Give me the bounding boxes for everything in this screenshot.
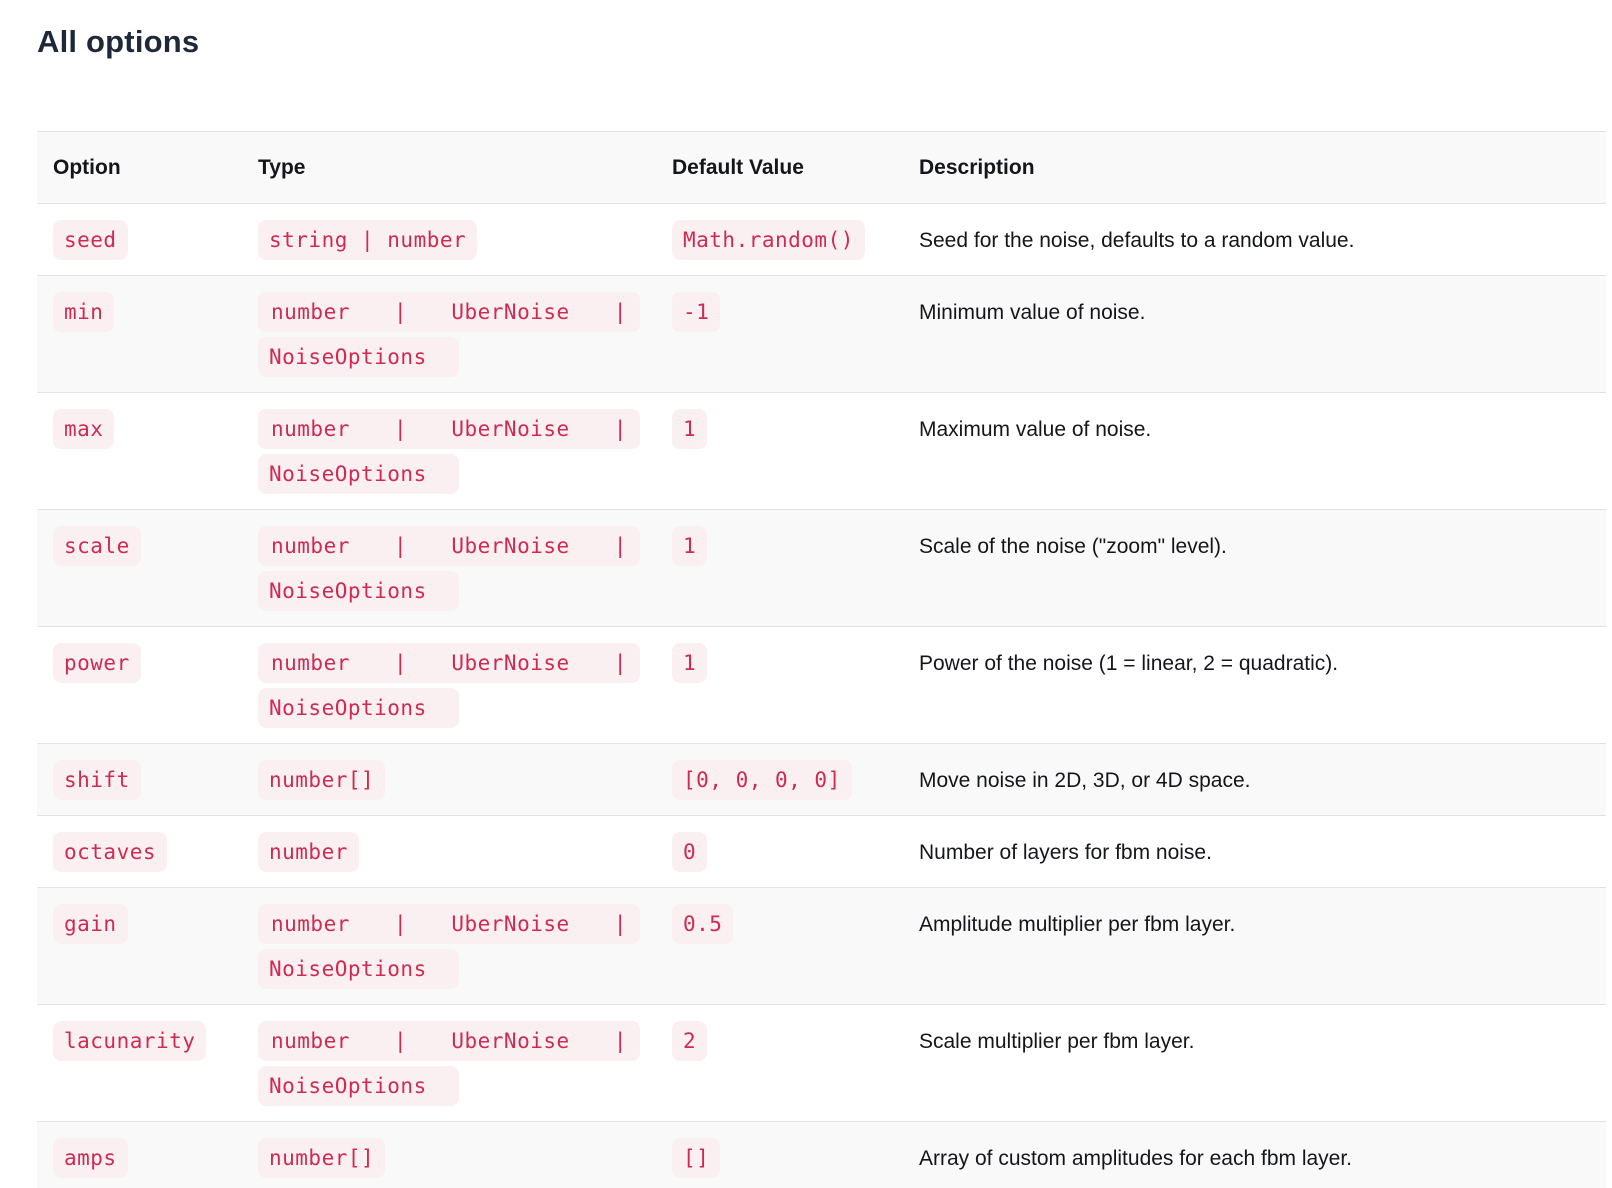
option-cell xyxy=(37,204,242,276)
type-token: UberNoise xyxy=(451,534,570,558)
type-token: number xyxy=(271,417,350,441)
default-value-cell xyxy=(656,816,903,888)
table-row xyxy=(37,744,1606,816)
option-name-code: octaves xyxy=(53,832,167,872)
description-cell: Amplitude multiplier per fbm layer. xyxy=(903,888,1606,1005)
type-cell xyxy=(242,1005,656,1122)
type-token: UberNoise xyxy=(451,417,570,441)
type-code xyxy=(258,643,640,683)
type-token: | xyxy=(613,651,627,675)
default-value-cell xyxy=(656,393,903,510)
type-cell xyxy=(242,1122,656,1188)
default-value-cell xyxy=(656,627,903,744)
type-token: UberNoise xyxy=(451,651,570,675)
type-token: | xyxy=(613,912,627,936)
description-cell: Minimum value of noise. xyxy=(903,276,1606,393)
table-row xyxy=(37,627,1606,744)
type-cell xyxy=(242,204,656,276)
type-code: number[] xyxy=(258,760,385,800)
type-token: number xyxy=(271,1029,350,1053)
option-cell xyxy=(37,888,242,1005)
option-name-code: gain xyxy=(53,904,128,944)
description-cell: Seed for the noise, defaults to a random value. xyxy=(903,204,1606,276)
description-cell: Maximum value of noise. xyxy=(903,393,1606,510)
type-token: UberNoise xyxy=(451,912,570,936)
type-cell xyxy=(242,744,656,816)
type-cell xyxy=(242,276,656,393)
type-code-line xyxy=(258,1138,640,1178)
type-code-line xyxy=(258,409,640,449)
type-cell xyxy=(242,816,656,888)
description-cell: Array of custom amplitudes for each fbm layer. xyxy=(903,1122,1606,1188)
option-name-code: lacunarity xyxy=(53,1021,206,1061)
default-value-code: [] xyxy=(672,1138,720,1178)
type-code: number xyxy=(258,832,359,872)
option-name-code: min xyxy=(53,292,114,332)
type-code-line xyxy=(258,220,640,260)
default-value-cell xyxy=(656,204,903,276)
column-header-default-value: Default Value xyxy=(656,132,903,204)
default-value-code: 1 xyxy=(672,643,707,683)
table-row xyxy=(37,1005,1606,1122)
column-header-description: Description xyxy=(903,132,1606,204)
table-row xyxy=(37,393,1606,510)
type-code-line xyxy=(258,760,640,800)
type-token: | xyxy=(394,651,408,675)
type-code: NoiseOptions xyxy=(258,1066,459,1106)
default-value-cell xyxy=(656,888,903,1005)
type-code-line xyxy=(258,1021,640,1061)
option-cell xyxy=(37,1005,242,1122)
type-token: UberNoise xyxy=(451,1029,570,1053)
options-table-body xyxy=(37,204,1606,1188)
option-name-code: shift xyxy=(53,760,141,800)
default-value-code: [0, 0, 0, 0] xyxy=(672,760,852,800)
default-value-cell xyxy=(656,1122,903,1188)
page-title: All options xyxy=(37,24,200,59)
default-value-code: 0.5 xyxy=(672,904,733,944)
type-code xyxy=(258,409,640,449)
table-row xyxy=(37,816,1606,888)
type-token: number xyxy=(271,912,350,936)
type-token: | xyxy=(394,1029,408,1053)
type-code: NoiseOptions xyxy=(258,949,459,989)
type-token: | xyxy=(394,534,408,558)
options-table xyxy=(37,131,1606,1188)
description-cell: Move noise in 2D, 3D, or 4D space. xyxy=(903,744,1606,816)
type-token: | xyxy=(394,417,408,441)
type-token: number xyxy=(271,300,350,324)
option-cell xyxy=(37,627,242,744)
option-name-code: power xyxy=(53,643,141,683)
default-value-code: 2 xyxy=(672,1021,707,1061)
type-code-line xyxy=(258,949,640,989)
default-value-code: 0 xyxy=(672,832,707,872)
description-cell: Number of layers for fbm noise. xyxy=(903,816,1606,888)
option-name-code: amps xyxy=(53,1138,128,1178)
type-code-line xyxy=(258,292,640,332)
type-token: number xyxy=(271,651,350,675)
type-token: | xyxy=(613,534,627,558)
type-token: | xyxy=(613,300,627,324)
type-code-line xyxy=(258,526,640,566)
option-cell xyxy=(37,816,242,888)
type-cell xyxy=(242,510,656,627)
option-cell xyxy=(37,510,242,627)
type-code-line xyxy=(258,571,640,611)
description-cell: Power of the noise (1 = linear, 2 = quadratic). xyxy=(903,627,1606,744)
table-row xyxy=(37,276,1606,393)
type-token: number xyxy=(271,534,350,558)
table-row xyxy=(37,510,1606,627)
option-cell xyxy=(37,393,242,510)
type-code xyxy=(258,904,640,944)
option-cell xyxy=(37,276,242,393)
default-value-cell xyxy=(656,744,903,816)
option-name-code: seed xyxy=(53,220,128,260)
option-name-code: max xyxy=(53,409,114,449)
default-value-cell xyxy=(656,1005,903,1122)
default-value-code: 1 xyxy=(672,526,707,566)
type-code: NoiseOptions xyxy=(258,571,459,611)
default-value-code: -1 xyxy=(672,292,720,332)
type-token: | xyxy=(394,912,408,936)
type-code xyxy=(258,292,640,332)
default-value-cell xyxy=(656,510,903,627)
type-code xyxy=(258,1021,640,1061)
type-code xyxy=(258,526,640,566)
column-header-option: Option xyxy=(37,132,242,204)
type-code-line xyxy=(258,643,640,683)
type-cell xyxy=(242,888,656,1005)
option-cell xyxy=(37,744,242,816)
type-code: NoiseOptions xyxy=(258,688,459,728)
description-cell: Scale multiplier per fbm layer. xyxy=(903,1005,1606,1122)
type-code-line xyxy=(258,832,640,872)
table-row xyxy=(37,888,1606,1005)
option-name-code: scale xyxy=(53,526,141,566)
default-value-code: Math.random() xyxy=(672,220,865,260)
option-cell xyxy=(37,1122,242,1188)
description-cell: Scale of the noise ("zoom" level). xyxy=(903,510,1606,627)
column-header-type: Type xyxy=(242,132,656,204)
type-token: | xyxy=(613,417,627,441)
options-table-header xyxy=(37,132,1606,204)
table-row xyxy=(37,204,1606,276)
type-code-line xyxy=(258,454,640,494)
type-code: NoiseOptions xyxy=(258,337,459,377)
table-row xyxy=(37,1122,1606,1188)
type-token: UberNoise xyxy=(451,300,570,324)
default-value-code: 1 xyxy=(672,409,707,449)
type-code-line xyxy=(258,904,640,944)
type-code-line xyxy=(258,1066,640,1106)
type-code-line xyxy=(258,688,640,728)
type-code: NoiseOptions xyxy=(258,454,459,494)
default-value-cell xyxy=(656,276,903,393)
type-token: | xyxy=(613,1029,627,1053)
type-cell xyxy=(242,393,656,510)
type-token: | xyxy=(394,300,408,324)
type-code: string | number xyxy=(258,220,477,260)
type-code: number[] xyxy=(258,1138,385,1178)
type-cell xyxy=(242,627,656,744)
type-code-line xyxy=(258,337,640,377)
